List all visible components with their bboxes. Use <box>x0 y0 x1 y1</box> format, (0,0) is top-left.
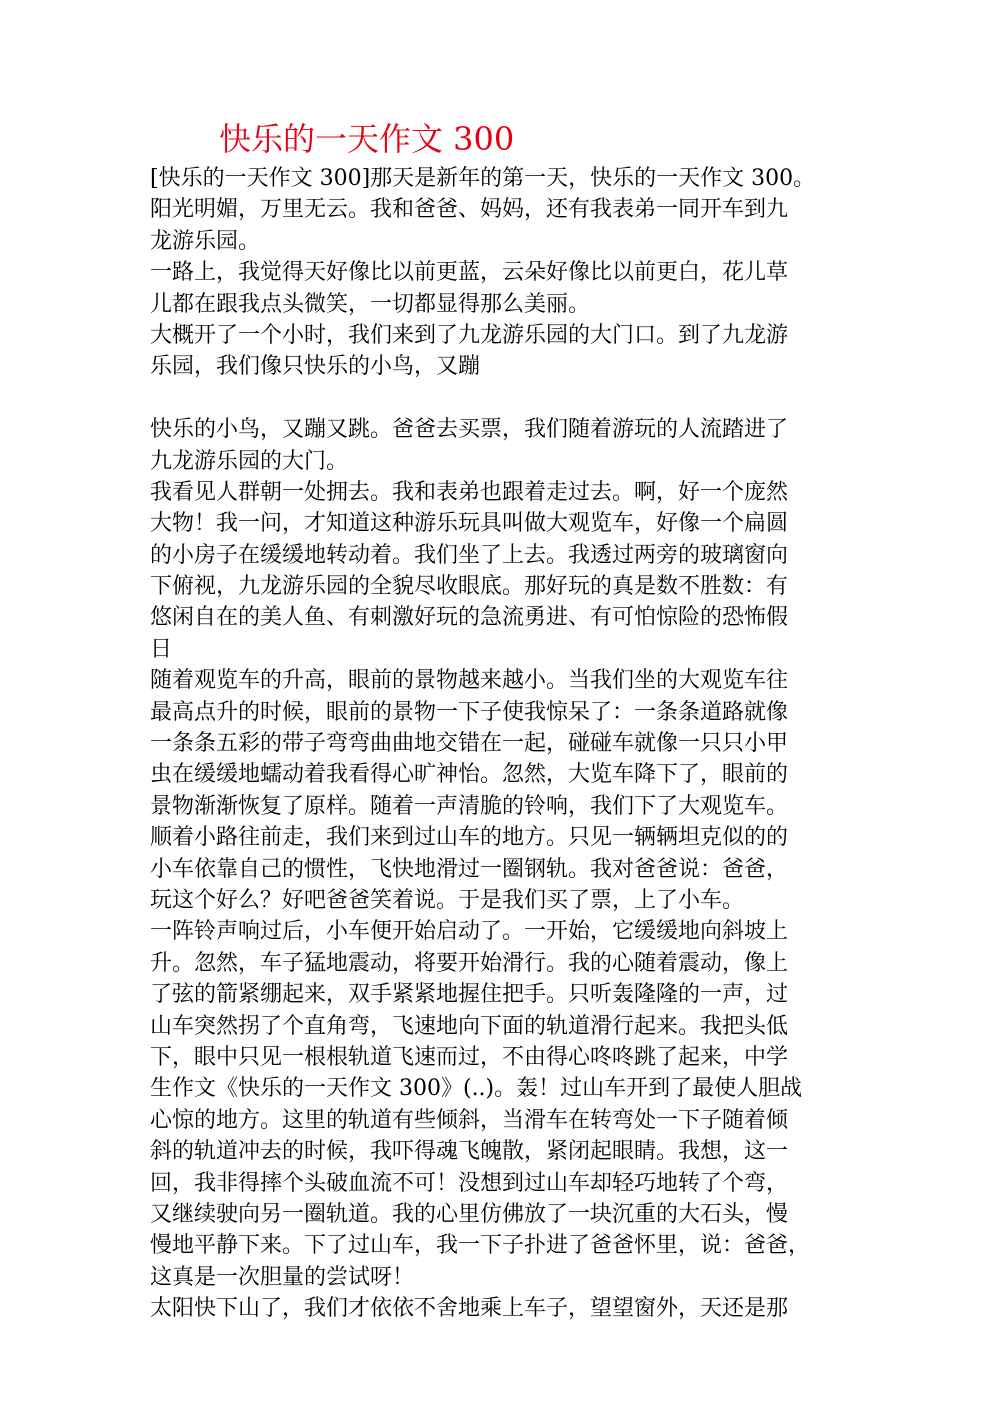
body-text-line: 大概开了一个小时，我们来到了九龙游乐园的大门口。到了九龙游 <box>150 322 789 348</box>
body-text-line: 顺着小路往前走，我们来到过山车的地方。只见一辆辆坦克似的的 <box>150 825 789 851</box>
body-text-line: 斜的轨道冲去的时候，我吓得魂飞魄散，紧闭起眼睛。我想，这一 <box>150 1139 789 1165</box>
body-text-line: 玩这个好么？好吧爸爸笑着说。于是我们买了票，上了小车。 <box>150 887 745 913</box>
body-text-line: 龙游乐园。 <box>150 228 261 254</box>
body-text-line: 生作文《快乐的一天作文 300》(..)。轰！过山车开到了最使人胆战 <box>150 1076 803 1102</box>
body-text-line: 一条条五彩的带子弯弯曲曲地交错在一起，碰碰车就像一只只小甲 <box>150 731 789 757</box>
body-text-line: 下俯视，九龙游乐园的全貌尽收眼底。那好玩的真是数不胜数：有 <box>150 574 789 600</box>
body-text-line: 九龙游乐园的大门。 <box>150 448 349 474</box>
body-text-line: 小车依靠自己的惯性，飞快地滑过一圈钢轨。我对爸爸说：爸爸， <box>150 856 789 882</box>
body-text-line: 悠闲自在的美人鱼、有刺激好玩的急流勇进、有可怕惊险的恐怖假 <box>150 605 789 631</box>
body-text-line: 阳光明媚，万里无云。我和爸爸、妈妈，还有我表弟一同开车到九 <box>150 197 789 223</box>
body-text-line: 大物！我一问，才知道这种游乐玩具叫做大观览车，好像一个扁圆 <box>150 511 789 537</box>
body-text-line: 快乐的小鸟，又蹦又跳。爸爸去买票，我们随着游玩的人流踏进了 <box>150 417 789 443</box>
body-text-line: 这真是一次胆量的尝试呀！ <box>150 1264 415 1290</box>
document-body <box>150 163 840 1324</box>
body-text-line: 的小房子在缓缓地转动着。我们坐了上去。我透过两旁的玻璃窗向 <box>150 542 789 568</box>
body-text-line: 随着观览车的升高，眼前的景物越来越小。当我们坐的大观览车往 <box>150 668 789 694</box>
body-text-line: 一阵铃声响过后，小车便开始启动了。一开始，它缓缓地向斜坡上 <box>150 919 789 945</box>
body-text-line: 乐园，我们像只快乐的小鸟，又蹦 <box>150 354 481 380</box>
body-text-line: 太阳快下山了，我们才依依不舍地乘上车子，望望窗外，天还是那 <box>150 1296 789 1322</box>
body-text-line: 一路上，我觉得天好像比以前更蓝，云朵好像比以前更白，花儿草 <box>150 260 789 286</box>
body-text-line: [快乐的一天作文 300]那天是新年的第一天，快乐的一天作文 300。 <box>150 166 816 191</box>
body-text-line: 升。忽然，车子猛地震动，将要开始滑行。我的心随着震动，像上 <box>150 950 789 976</box>
body-text-line: 我看见人群朝一处拥去。我和表弟也跟着走过去。啊，好一个庞然 <box>150 479 789 505</box>
body-text-line: 了弦的箭紧绷起来，双手紧紧地握住把手。只听轰隆隆的一声，过 <box>150 982 789 1008</box>
body-text-line: 儿都在跟我点头微笑，一切都显得那么美丽。 <box>150 291 591 317</box>
paragraph-gap <box>150 383 840 414</box>
body-text-line: 景物渐渐恢复了原样。随着一声清脆的铃响，我们下了大观览车。 <box>150 793 789 819</box>
body-text-line: 下，眼中只见一根根轨道飞速而过，不由得心咚咚跳了起来，中学 <box>150 1044 789 1070</box>
body-text-line: 慢地平静下来。下了过山车，我一下子扑进了爸爸怀里，说：爸爸， <box>150 1233 811 1259</box>
body-text-line: 回，我非得摔个头破血流不可！没想到过山车却轻巧地转了个弯， <box>150 1170 789 1196</box>
body-text-line: 又继续驶向另一圈轨道。我的心里仿佛放了一块沉重的大石头，慢 <box>150 1201 789 1227</box>
body-text-line: 心惊的地方。这里的轨道有些倾斜，当滑车在转弯处一下子随着倾 <box>150 1107 789 1133</box>
body-text-line: 虫在缓缓地蠕动着我看得心旷神怡。忽然，大览车降下了，眼前的 <box>150 762 789 788</box>
document-title: 快乐的一天作文 300 <box>219 120 515 158</box>
body-text-line: 日 <box>150 636 173 662</box>
body-text-line: 最高点升的时候，眼前的景物一下子使我惊呆了：一条条道路就像 <box>150 699 789 725</box>
body-text-line: 山车突然拐了个直角弯，飞速地向下面的轨道滑行起来。我把头低 <box>150 1013 789 1039</box>
